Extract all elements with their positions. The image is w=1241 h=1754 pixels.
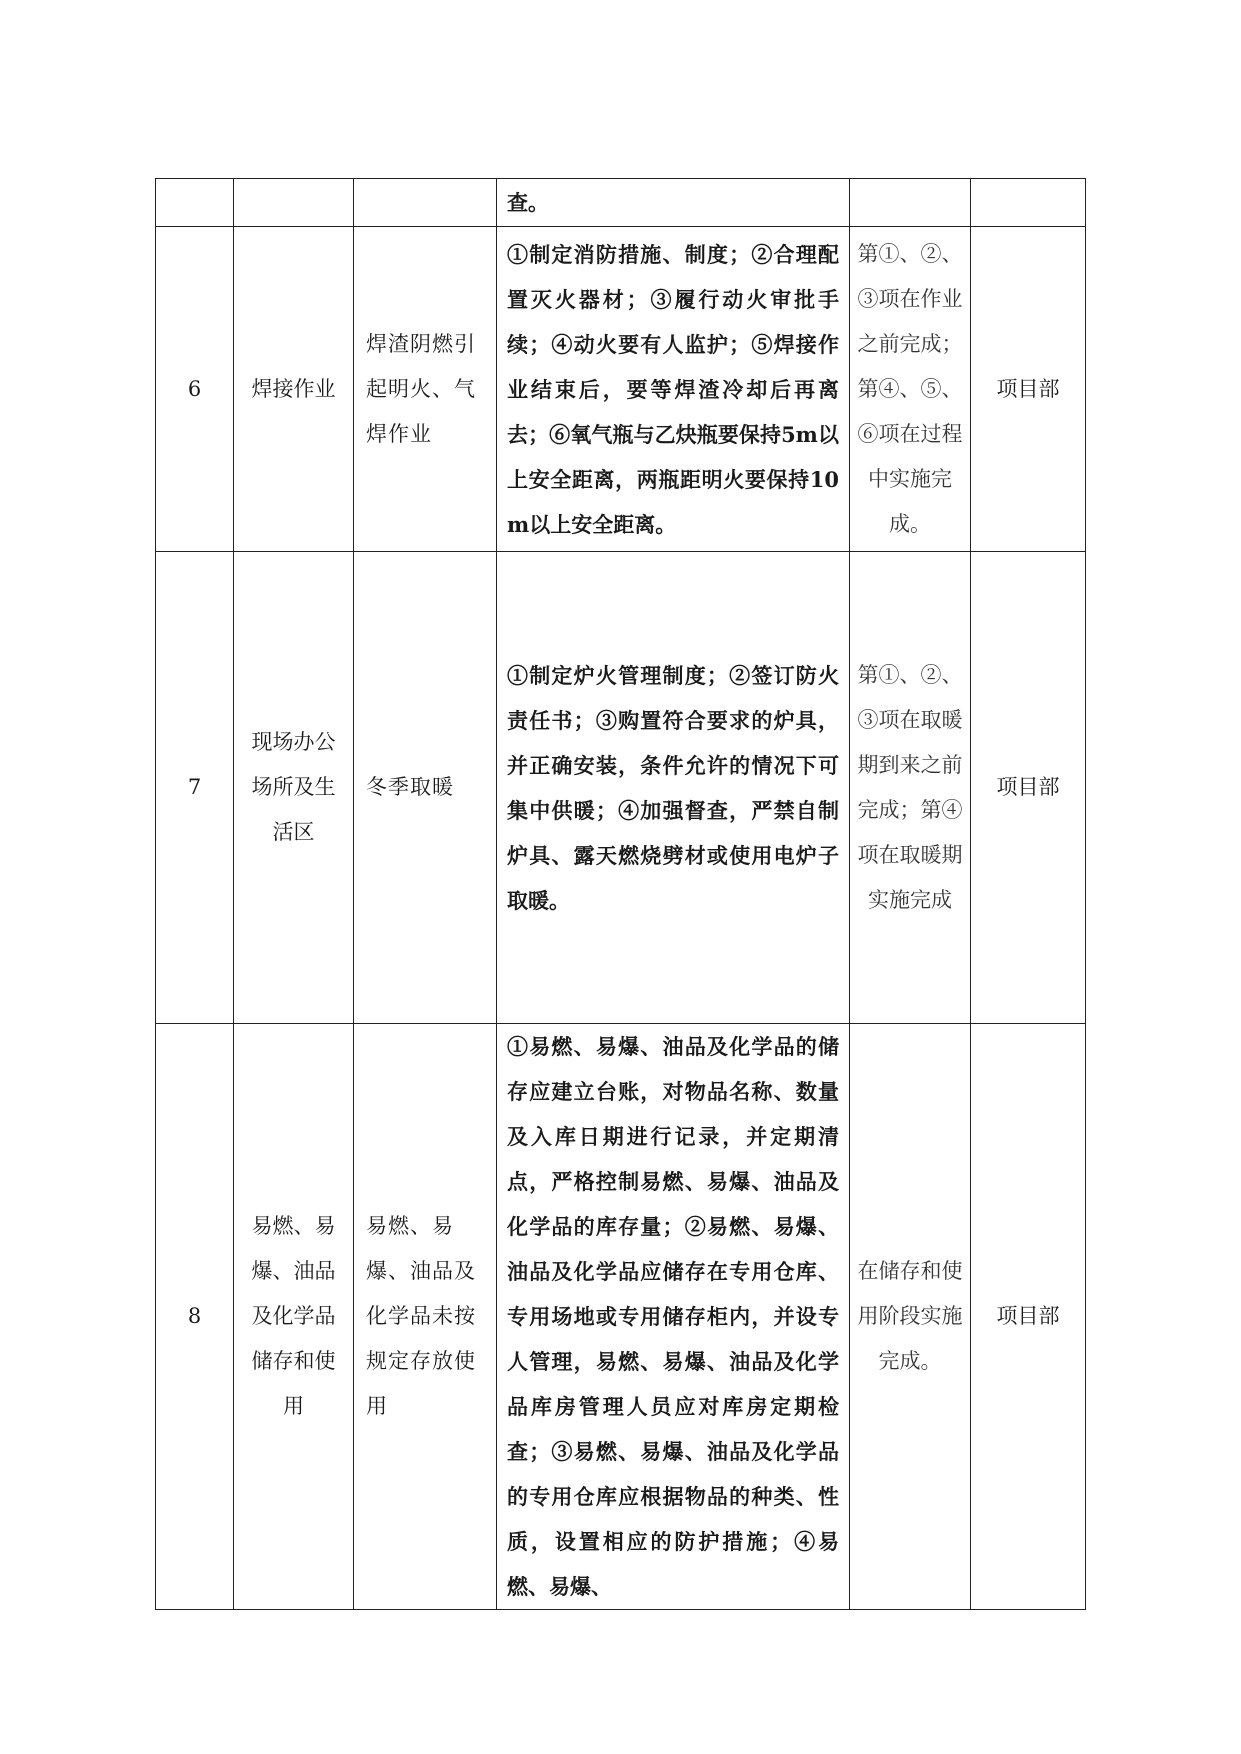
hazard-factor: 冬季取暖	[354, 552, 497, 1024]
responsible-dept	[971, 179, 1086, 227]
row-number	[156, 179, 234, 227]
hazard-factor: 焊渣阴燃引起明火、气焊作业	[354, 227, 497, 552]
work-area: 现场办公场所及生活区	[234, 552, 354, 1024]
hazard-factor	[354, 179, 497, 227]
risk-control-table	[155, 178, 1086, 1610]
row-number: 6	[156, 227, 234, 552]
table-row	[156, 179, 1086, 227]
control-measures: 查。	[497, 179, 850, 227]
responsible-dept: 项目部	[971, 227, 1086, 552]
row-number: 7	[156, 552, 234, 1024]
responsible-dept: 项目部	[971, 1024, 1086, 1610]
table-row	[156, 552, 1086, 1024]
row-number: 8	[156, 1024, 234, 1610]
control-measures: ①易燃、易爆、油品及化学品的储存应建立台账，对物品名称、数量及入库日期进行记录，并定期清点，严格控制易燃、易爆、油品及化学品的库存量；②易燃、易爆、油品及化学品应储存在专用仓库、专用场地或专用储存柜内，并设专人管理，易燃、易爆、油品及化学品库房管理人员应对库房定期检查；③易燃、易爆、油品及化学品的专用仓库应根据物品的种类、性质，设置相应的防护措施；④易燃、易爆、	[497, 1024, 850, 1610]
completion-timing: 第①、②、③项在作业之前完成；第④、⑤、⑥项在过程中实施完成。	[850, 227, 971, 552]
completion-timing: 第①、②、③项在取暖期到来之前完成；第④项在取暖期实施完成	[850, 552, 971, 1024]
work-area: 易燃、易爆、油品及化学品储存和使用	[234, 1024, 354, 1610]
table-row	[156, 227, 1086, 552]
hazard-factor: 易燃、易爆、油品及化学品未按规定存放使用	[354, 1024, 497, 1610]
work-area	[234, 179, 354, 227]
control-measures: ①制定炉火管理制度；②签订防火责任书；③购置符合要求的炉具，并正确安装，条件允许的情况下可集中供暖；④加强督查，严禁自制炉具、露天燃烧劈材或使用电炉子取暖。	[497, 552, 850, 1024]
work-area: 焊接作业	[234, 227, 354, 552]
table-row	[156, 1024, 1086, 1610]
completion-timing	[850, 179, 971, 227]
completion-timing: 在储存和使用阶段实施完成。	[850, 1024, 971, 1610]
responsible-dept: 项目部	[971, 552, 1086, 1024]
control-measures: ①制定消防措施、制度；②合理配置灭火器材；③履行动火审批手续；④动火要有人监护；⑤焊接作业结束后，要等焊渣冷却后再离去；⑥氧气瓶与乙炔瓶要保持5m以上安全距离，两瓶距明火要保持10m以上安全距离。	[497, 227, 850, 552]
